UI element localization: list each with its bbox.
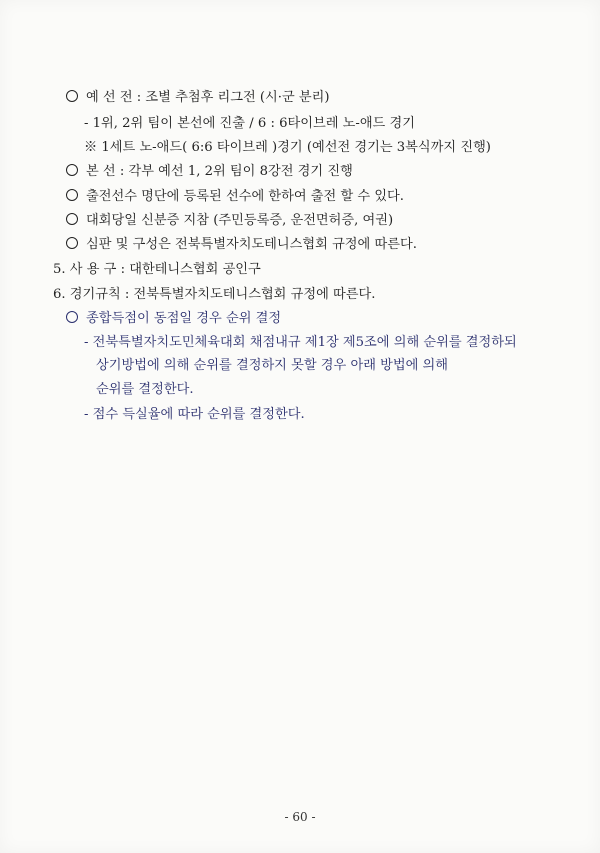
page-number: - 60 - [284, 810, 316, 824]
tie-line [66, 310, 281, 328]
circle-bullet-icon [66, 90, 78, 102]
rules-line [53, 286, 375, 304]
tie-rule-text: - 전북특별자치도민체육대회 채점내규 제1장 제5조에 의해 순위를 결정하되 [84, 335, 517, 350]
equipment-text: 5. 사 용 구 : 대한테니스협회 공인구 [53, 262, 261, 277]
id-line [66, 212, 393, 230]
entry-line [66, 188, 404, 206]
circle-bullet-icon [66, 213, 78, 225]
main-round-line [66, 163, 353, 181]
circle-bullet-icon [66, 237, 78, 249]
tie-rule-end-text: 순위를 결정한다. [96, 382, 194, 397]
tie-rule-cont-line [96, 357, 448, 375]
tie-rule-cont-text: 상기방법에 의해 순위를 결정하지 못할 경우 아래 방법에 의해 [96, 358, 449, 373]
referee-line [66, 236, 417, 254]
note-text: ※ 1세트 노-애드( 6:6 타이브레 )경기 (예선전 경기는 3복식까지 진행) [84, 140, 491, 155]
rules-text: 6. 경기규칙 : 전북특별자치도테니스협회 규정에 따른다. [53, 287, 376, 302]
prelim-line [66, 89, 330, 107]
id-text: 대회당일 신분증 지참 (주민등록증, 운전면허증, 여권) [86, 213, 394, 228]
prelim-detail-line [84, 115, 415, 133]
circle-bullet-icon [66, 164, 78, 176]
main-round-text: 본 선 : 각부 예선 1, 2위 팀이 8강전 경기 진행 [86, 164, 353, 179]
prelim-text: 예 선 전 : 조별 추첨후 리그전 (시·군 분리) [86, 90, 330, 105]
circle-bullet-icon [66, 189, 78, 201]
tie-rule-end-line [96, 381, 194, 399]
equipment-line [53, 261, 261, 279]
tie-text: 종합득점이 동점일 경우 순위 결정 [86, 311, 282, 326]
tie-rule-line [84, 334, 517, 352]
score-ratio-text: - 점수 득실율에 따라 순위를 결정한다. [84, 407, 305, 422]
entry-text: 출전선수 명단에 등록된 선수에 한하여 출전 할 수 있다. [86, 189, 404, 204]
score-ratio-line [84, 406, 305, 424]
referee-text: 심판 및 구성은 전북특별자치도테니스협회 규정에 따른다. [86, 237, 417, 252]
circle-bullet-icon [66, 311, 78, 323]
note-line [84, 139, 491, 157]
prelim-detail-text: - 1위, 2위 팀이 본선에 진출 / 6 : 6타이브레 노-애드 경기 [84, 116, 415, 131]
